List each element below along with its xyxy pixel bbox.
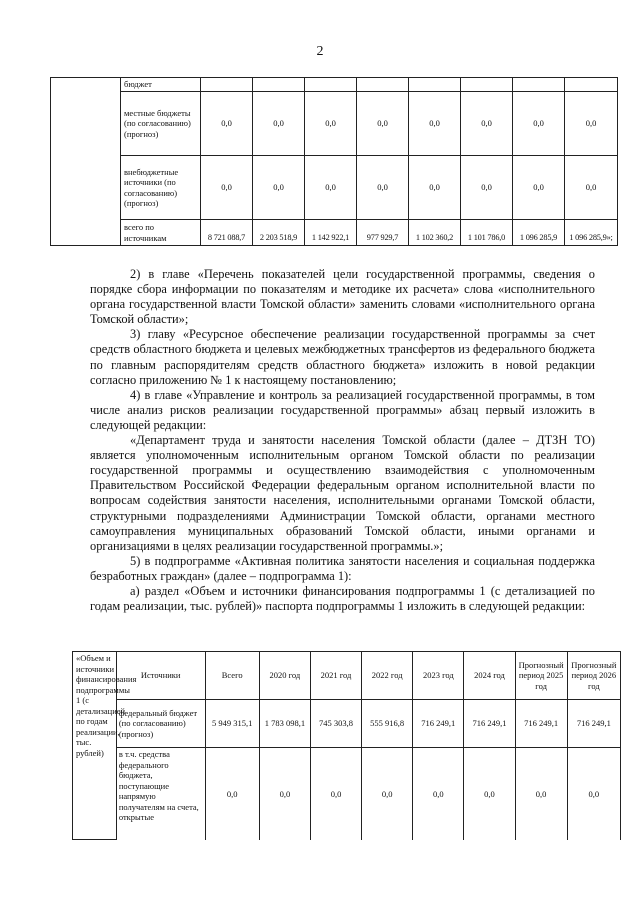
document-body bbox=[90, 267, 595, 614]
table-row bbox=[51, 156, 618, 220]
table-row bbox=[73, 700, 621, 748]
value-cell: 745 303,8 bbox=[310, 700, 361, 748]
value-cell: 0,0 bbox=[205, 748, 259, 840]
value-cell bbox=[461, 78, 513, 92]
value-cell: 0,0 bbox=[201, 156, 253, 220]
section-title-cell: «Объем и источники финансирования подпрограммы 1 (с детализацией по годам реализации, тыс. рублей) bbox=[73, 652, 117, 840]
value-cell: 0,0 bbox=[513, 156, 565, 220]
source-cell: в т.ч. средства федерального бюджета, поступающие напрямую получателям на счета, открытые bbox=[116, 748, 205, 840]
source-cell: бюджет bbox=[121, 78, 201, 92]
column-header: Прогнозный период 2026 год bbox=[567, 652, 620, 700]
table-row bbox=[51, 220, 618, 246]
table-row bbox=[51, 92, 618, 156]
value-cell: 0,0 bbox=[253, 156, 305, 220]
funding-table-continued bbox=[50, 77, 618, 246]
value-cell: 0,0 bbox=[310, 748, 361, 840]
column-header: Всего bbox=[205, 652, 259, 700]
column-header: 2022 год bbox=[362, 652, 413, 700]
table-row bbox=[73, 748, 621, 840]
column-header: Источники bbox=[116, 652, 205, 700]
value-cell: 8 721 088,7 bbox=[201, 220, 253, 246]
paragraph: а) раздел «Объем и источники финансирования подпрограммы 1 (с детализацией по годам реализации, тыс. рублей)» паспорта подпрограммы 1 изложить в следующей редакции: bbox=[90, 583, 595, 614]
value-cell: 0,0 bbox=[461, 92, 513, 156]
value-cell: 0,0 bbox=[515, 748, 567, 840]
value-cell: 0,0 bbox=[409, 156, 461, 220]
value-cell: 555 916,8 bbox=[362, 700, 413, 748]
value-cell: 716 249,1 bbox=[464, 700, 515, 748]
column-header: 2020 год bbox=[259, 652, 310, 700]
source-cell: федеральный бюджет (по согласованию) (прогноз) bbox=[116, 700, 205, 748]
column-header: Прогнозный период 2025 год bbox=[515, 652, 567, 700]
value-cell: 1 096 285,9»; bbox=[565, 220, 618, 246]
value-cell: 2 203 518,9 bbox=[253, 220, 305, 246]
paragraph: 5) в подпрограмме «Активная политика занятости населения и социальная поддержка безработных граждан» (далее – подпрограмма 1): bbox=[90, 553, 595, 583]
empty-cell bbox=[51, 78, 121, 246]
paragraph: 3) главу «Ресурсное обеспечение реализации государственной программы за счет средств областного бюджета и целевых межбюджетных трансфертов из федерального бюджета по главным распорядителям средств областного бюджета» изложить в новой редакции согласно приложению № 1 к настоящему постановлению; bbox=[90, 327, 595, 387]
value-cell: 1 101 786,0 bbox=[461, 220, 513, 246]
value-cell: 0,0 bbox=[409, 92, 461, 156]
subprogram-funding-table bbox=[72, 651, 621, 840]
page-number: 2 bbox=[316, 44, 324, 59]
value-cell: 0,0 bbox=[461, 156, 513, 220]
value-cell: 716 249,1 bbox=[515, 700, 567, 748]
paragraph: 4) в главе «Управление и контроль за реализацией государственной программы, в том числе анализ рисков реализации государственной программы» абзац первый изложить в следующей редакции: bbox=[90, 387, 595, 432]
paragraph: 2) в главе «Перечень показателей цели государственной программы, сведения о порядке сбора информации по показателям и методике их расчета» слова «исполнительного органа государственной власти Томской области» заменить словами «исполнительного органа Томской области»; bbox=[90, 267, 595, 327]
value-cell bbox=[409, 78, 461, 92]
value-cell: 0,0 bbox=[464, 748, 515, 840]
value-cell: 0,0 bbox=[565, 156, 618, 220]
value-cell: 0,0 bbox=[567, 748, 620, 840]
column-header: 2021 год bbox=[310, 652, 361, 700]
value-cell: 0,0 bbox=[513, 92, 565, 156]
column-header: 2023 год bbox=[413, 652, 464, 700]
value-cell: 0,0 bbox=[305, 92, 357, 156]
value-cell: 0,0 bbox=[362, 748, 413, 840]
value-cell: 5 949 315,1 bbox=[205, 700, 259, 748]
value-cell: 1 783 098,1 bbox=[259, 700, 310, 748]
value-cell bbox=[513, 78, 565, 92]
source-cell: местные бюджеты (по согласованию) (прогноз) bbox=[121, 92, 201, 156]
header-row bbox=[73, 652, 621, 700]
value-cell: 0,0 bbox=[357, 92, 409, 156]
value-cell bbox=[305, 78, 357, 92]
value-cell bbox=[565, 78, 618, 92]
value-cell: 0,0 bbox=[565, 92, 618, 156]
source-cell: внебюджетные источники (по согласованию) (прогноз) bbox=[121, 156, 201, 220]
value-cell: 977 929,7 bbox=[357, 220, 409, 246]
value-cell: 0,0 bbox=[305, 156, 357, 220]
value-cell: 0,0 bbox=[201, 92, 253, 156]
value-cell bbox=[253, 78, 305, 92]
value-cell: 1 096 285,9 bbox=[513, 220, 565, 246]
column-header: 2024 год bbox=[464, 652, 515, 700]
value-cell: 716 249,1 bbox=[413, 700, 464, 748]
value-cell: 0,0 bbox=[413, 748, 464, 840]
value-cell: 1 102 360,2 bbox=[409, 220, 461, 246]
value-cell bbox=[201, 78, 253, 92]
source-cell: всего по источникам bbox=[121, 220, 201, 246]
paragraph: «Департамент труда и занятости населения Томской области (далее – ДТЗН ТО) является уполномоченным исполнительным органом Томской области по реализации государственной программы и осуществлению взаимодействия с уполномоченным Правительством Российской Федерации федеральным органом исполнительной власти по вопросам содействия занятости населения, исполнительными органами Томской области, структурными подразделениями Администрации Томской области, органами местного самоуправления муниципальных образований Томской области, иными органами и организациями в целях реализации государственной программы.»; bbox=[90, 433, 595, 553]
value-cell: 0,0 bbox=[253, 92, 305, 156]
value-cell: 1 142 922,1 bbox=[305, 220, 357, 246]
value-cell: 0,0 bbox=[357, 156, 409, 220]
table-row bbox=[51, 78, 618, 92]
value-cell: 716 249,1 bbox=[567, 700, 620, 748]
value-cell bbox=[357, 78, 409, 92]
value-cell: 0,0 bbox=[259, 748, 310, 840]
